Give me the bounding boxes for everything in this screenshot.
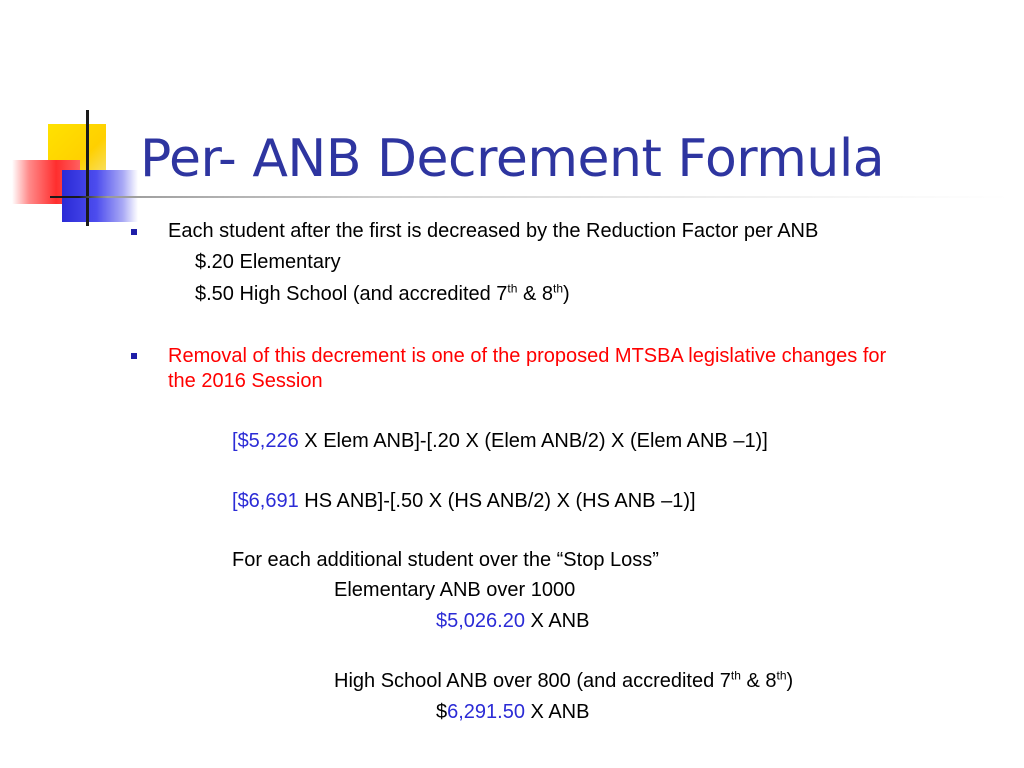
bullet-2-line-2: the 2016 Session (168, 370, 323, 392)
stop-loss-high-school-label: High School ANB over 800 (and accredited 7th & 8th) (334, 668, 794, 692)
stop-loss-elementary-label: Elementary ANB over 1000 (334, 579, 576, 601)
bullet-1-sub-high-school: $.50 High School (and accredited 7th & 8th) (195, 281, 570, 305)
stop-loss-elementary-amount: $5,026.20 X ANB (436, 610, 590, 632)
vertical-rule (86, 110, 89, 226)
title-underline-rule (50, 196, 1010, 198)
bullet-1-sub-elementary: $.20 Elementary (195, 251, 341, 273)
bullet-square-icon (131, 229, 137, 235)
stop-loss-heading: For each additional student over the “Stop Loss” (232, 549, 659, 571)
slide-title: Per- ANB Decrement Formula (140, 129, 885, 189)
stop-loss-high-school-amount: $6,291.50 X ANB (436, 701, 590, 723)
bullet-square-icon (131, 353, 137, 359)
decorative-logo (0, 0, 160, 240)
formula-elementary: [$5,226 X Elem ANB]-[.20 X (Elem ANB/2) X (Elem ANB –1)] (232, 430, 768, 452)
bullet-2-line-1: Removal of this decrement is one of the proposed MTSBA legislative changes for (168, 345, 887, 367)
formula-high-school: [$6,691 HS ANB]-[.50 X (HS ANB/2) X (HS ANB –1)] (232, 490, 696, 512)
bullet-1-text: Each student after the first is decreased by the Reduction Factor per ANB (168, 220, 819, 242)
